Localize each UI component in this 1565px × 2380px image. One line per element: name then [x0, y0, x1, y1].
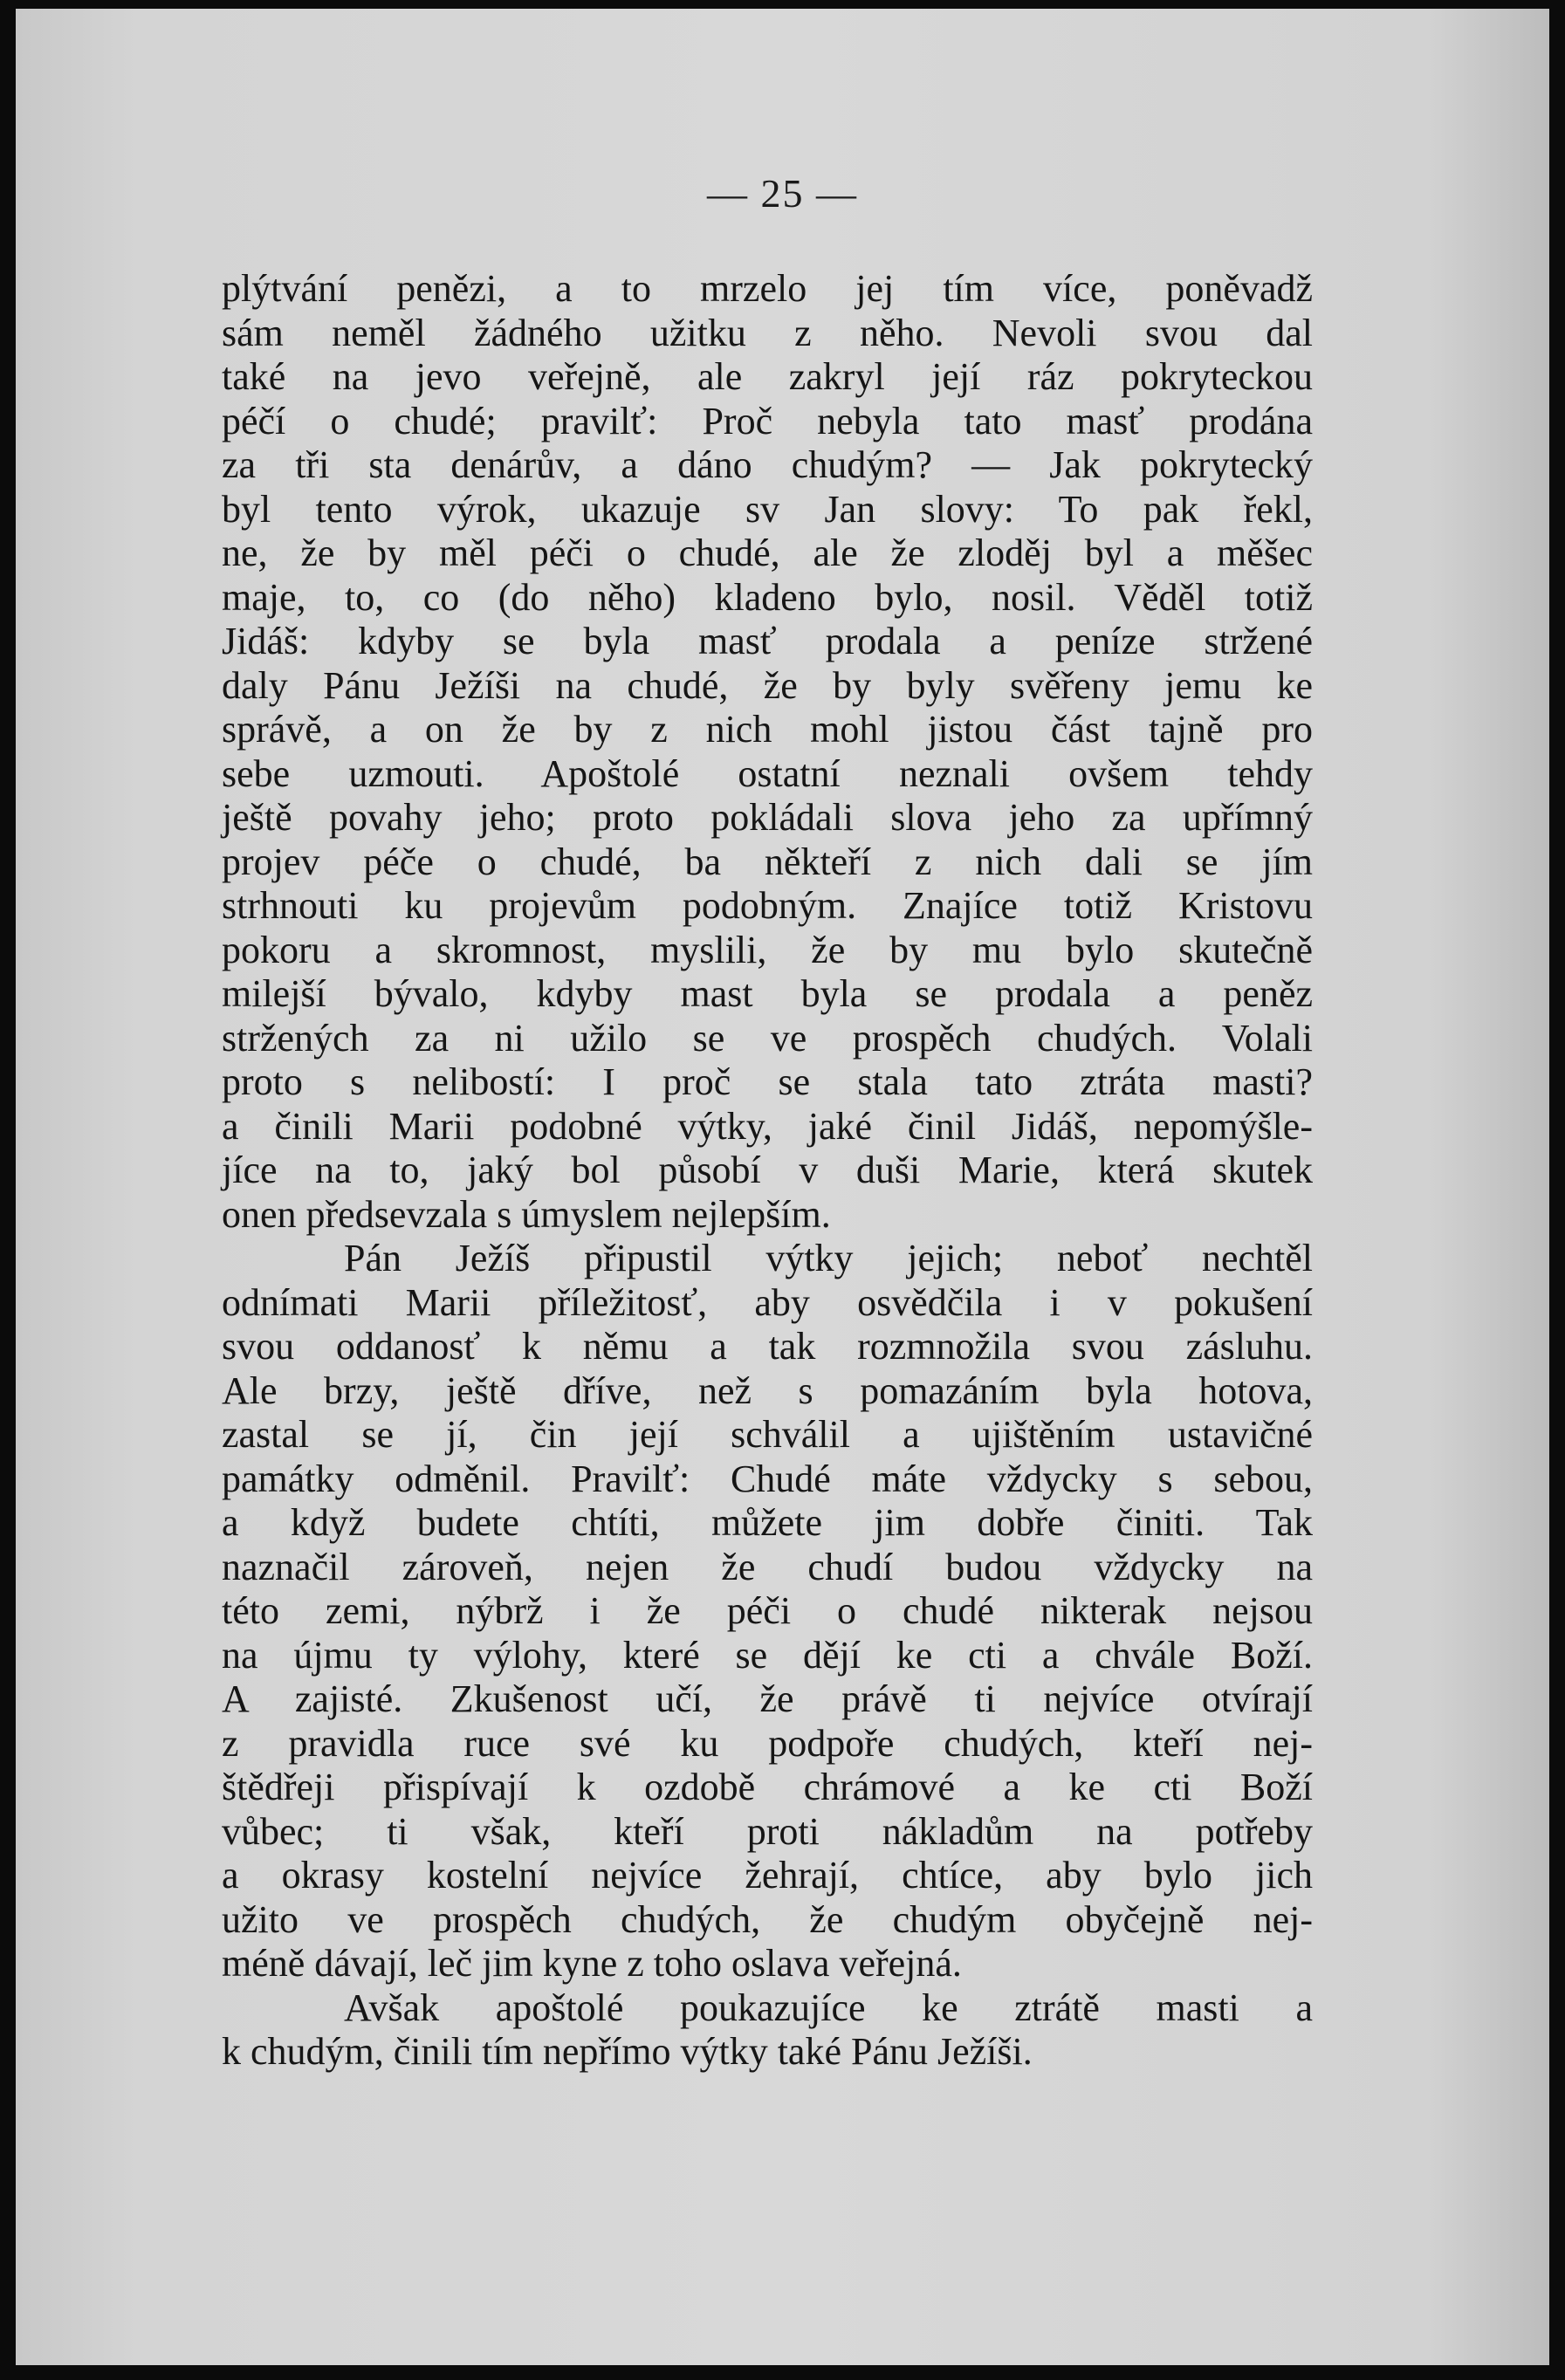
text-line: zastal se jí, čin její schválil a ujištěním ustavičné [222, 1413, 1313, 1456]
text-line: Ale brzy, ještě dříve, než s pomazáním byla hotova, [222, 1368, 1313, 1412]
body-text [222, 267, 1313, 2075]
text-line: onen předsevzala s úmyslem nejlepším. [222, 1192, 831, 1236]
text-line: proto s nelibostí: I proč se stala tato ztráta masti? [222, 1060, 1313, 1103]
text-line: Pán Ježíš připustil výtky jejich; neboť nechtěl [344, 1237, 1313, 1279]
text-line: méně dávají, leč jim kyne z toho oslava veřejná. [222, 1942, 962, 1985]
text-line: stržených za ni užilo se ve prospěch chudých. Volali [222, 1016, 1313, 1060]
binding-mark [0, 1863, 12, 1868]
text-line: pokoru a skromnost, myslili, že by mu bylo skutečně [222, 928, 1313, 971]
page-number: — 25 — [707, 171, 858, 216]
text-line: této zemi, nýbrž i že péči o chudé nikterak nejsou [222, 1589, 1313, 1632]
text-line: jíce na to, jaký bol působí v duši Marie, která skutek [222, 1149, 1313, 1191]
text-line: štědřeji přispívají k ozdobě chrámové a ke cti Boží [222, 1766, 1313, 1808]
text-line: užito ve prospěch chudých, že chudým obyčejně nej- [222, 1897, 1313, 1941]
text-line: milejší bývalo, kdyby mast byla se prodala a peněz [222, 972, 1313, 1015]
text-line: k chudým, činili tím nepřímo výtky také Pánu Ježíši. [222, 2030, 1033, 2073]
text-line: z pravidla ruce své ku podpoře chudých, kteří nej- [222, 1721, 1313, 1765]
text-line: ne, že by měl péči o chudé, ale že zloděj byl a měšec [222, 532, 1313, 574]
text-line: byl tento výrok, ukazuje sv Jan slovy: To pak řekl, [222, 487, 1313, 531]
binding-mark [0, 672, 12, 676]
binding-mark [0, 1238, 12, 1242]
text-line: památky odměnil. Pravilť: Chudé máte vždycky s sebou, [222, 1457, 1313, 1500]
binding-mark [0, 188, 12, 192]
text-line: a činili Marii podobné výtky, jaké činil Jidáš, nepomýšle- [222, 1104, 1313, 1148]
text-line: ještě povahy jeho; proto pokládali slova jeho za upřímný [222, 796, 1313, 839]
text-line: péčí o chudé; pravilť: Proč nebyla tato masť prodána [222, 399, 1313, 442]
text-line: odnímati Marii příležitosť, aby osvědčila i v pokušení [222, 1280, 1313, 1324]
text-line: Jidáš: kdyby se byla masť prodala a peníze stržené [222, 620, 1313, 662]
text-line: A zajisté. Zkušenost učí, že právě ti nejvíce otvírají [222, 1677, 1313, 1720]
text-line: projev péče o chudé, ba někteří z nich dali se jím [222, 840, 1313, 883]
text-line: vůbec; ti však, kteří proti nákladům na potřeby [222, 1809, 1313, 1853]
book-page [16, 9, 1549, 2365]
text-line: a když budete chtíti, můžete jim dobře činiti. Tak [222, 1501, 1313, 1544]
text-line: daly Pánu Ježíši na chudé, že by byly svěřeny jemu ke [222, 663, 1313, 707]
text-line: sebe uzmouti. Apoštolé ostatní neznali ovšem tehdy [222, 751, 1313, 795]
text-line: za tři sta denárův, a dáno chudým? — Jak pokrytecký [222, 443, 1313, 486]
text-line: Avšak apoštolé poukazujíce ke ztrátě masti a [344, 1986, 1313, 2029]
text-line: naznačil zároveň, nejen že chudí budou vždycky na [222, 1545, 1313, 1588]
text-line: na újmu ty výlohy, které se dějí ke cti a chvále Boží. [222, 1633, 1313, 1677]
text-line: sám neměl žádného užitku z něho. Nevoli svou dal [222, 311, 1313, 354]
text-line: také na jevo veřejně, ale zakryl její ráz pokryteckou [222, 355, 1313, 398]
text-line: a okrasy kostelní nejvíce žehrají, chtíce, aby bylo jich [222, 1854, 1313, 1896]
text-line: strhnouti ku projevům podobným. Znajíce totiž Kristovu [222, 884, 1313, 927]
text-line: maje, to, co (do něho) kladeno bylo, nosil. Věděl totiž [222, 575, 1313, 619]
text-line: správě, a on že by z nich mohl jistou část tajně pro [222, 708, 1313, 751]
text-line: plýtvání penězi, a to mrzelo jej tím více, poněvadž [222, 267, 1313, 310]
text-line: svou oddanosť k němu a tak rozmnožila svou zásluhu. [222, 1325, 1313, 1368]
